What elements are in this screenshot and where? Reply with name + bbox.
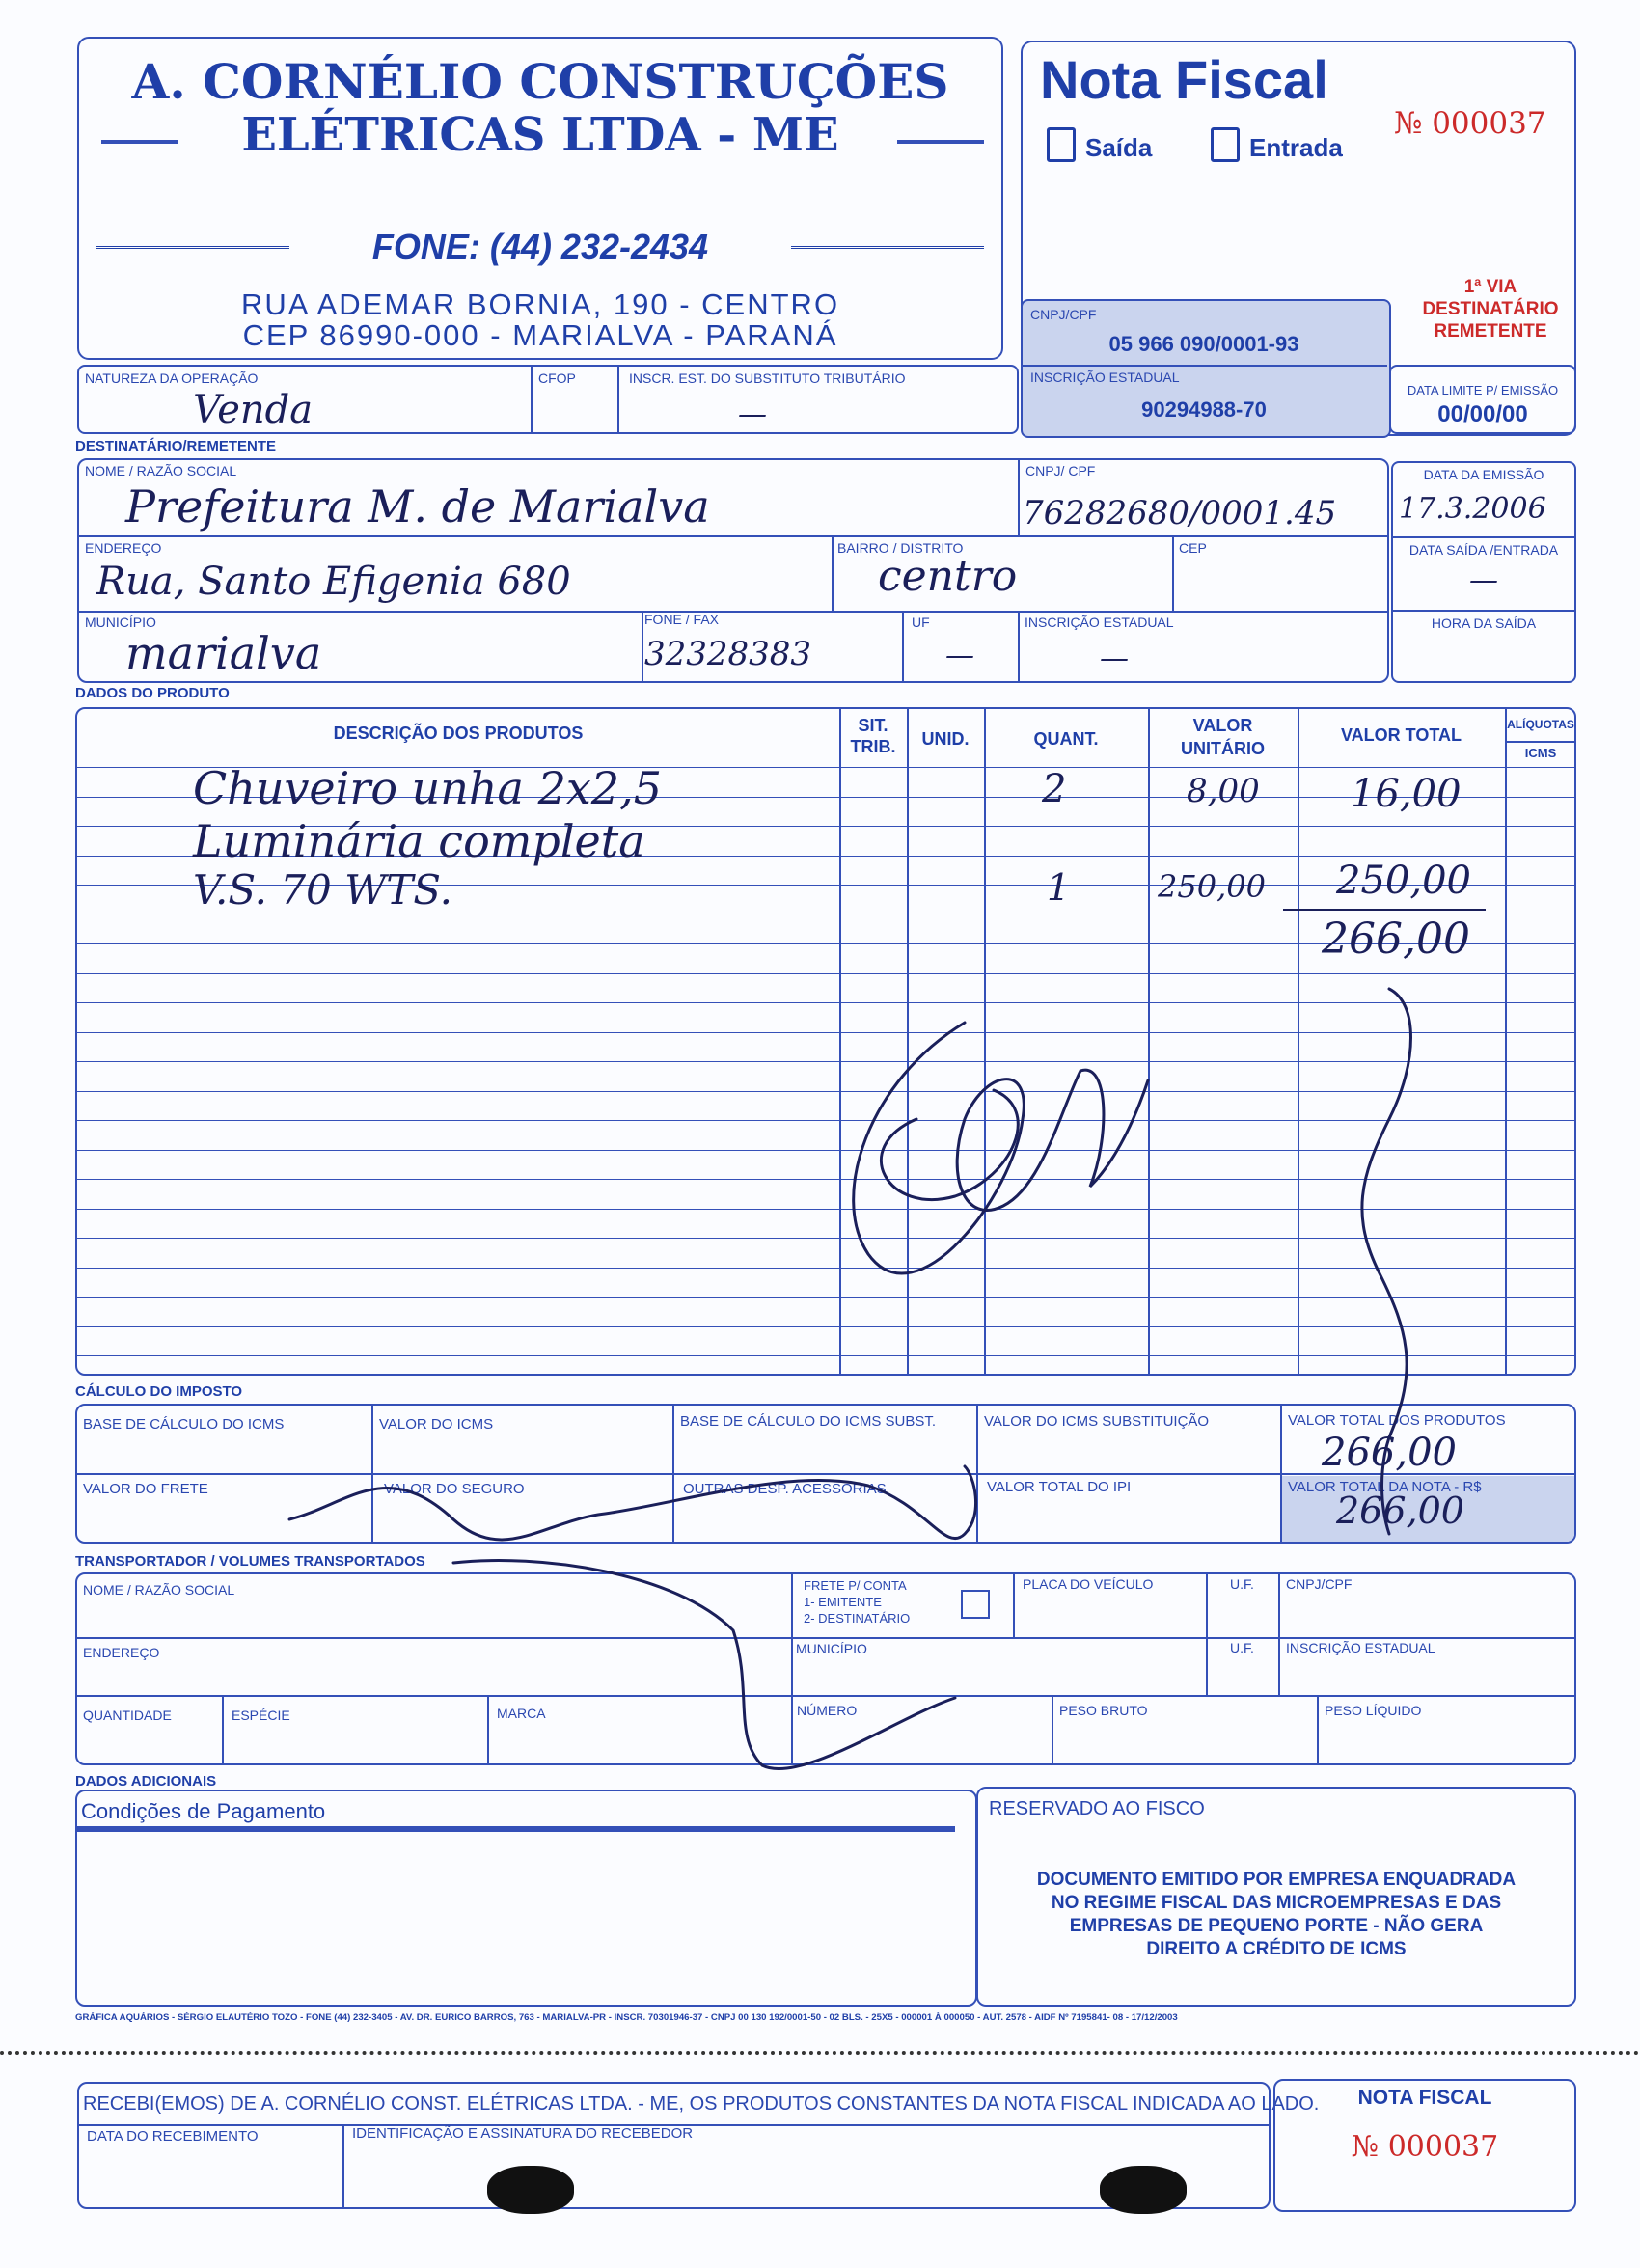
- product-row-1-unit: 8,00: [1187, 772, 1260, 810]
- products-sum: 266,00: [1322, 915, 1470, 964]
- natureza-label: NATUREZA DA OPERAÇÃO: [85, 370, 259, 386]
- signature-loop: [881, 1090, 1018, 1200]
- transport-uf2: U.F.: [1230, 1640, 1254, 1655]
- transport-nome: NOME / RAZÃO SOCIAL: [83, 1582, 235, 1598]
- tax-section-title: CÁLCULO DO IMPOSTO: [75, 1383, 243, 1400]
- transport-ie: INSCRIÇÃO ESTADUAL: [1286, 1640, 1435, 1655]
- recipient-uf-value: —: [945, 639, 974, 672]
- issuer-ie-label: INSCRIÇÃO ESTADUAL: [1030, 369, 1180, 385]
- issuer-cnpj-label: CNPJ/CPF: [1030, 307, 1097, 322]
- data-saida-value: —: [1469, 563, 1498, 597]
- fisco-notice-l2: NO REGIME FISCAL DAS MICROEMPRESAS E DAS: [1051, 1893, 1502, 1913]
- transport-municipio: MUNICÍPIO: [796, 1641, 867, 1656]
- tax-total-produtos-value: 266,00: [1322, 1431, 1457, 1475]
- data-limite-label: DATA LIMITE P/ EMISSÃO: [1407, 383, 1559, 397]
- signature-scribble: [854, 1023, 1148, 1273]
- company-address-line2: CEP 86990-000 - MARIALVA - PARANÁ: [242, 318, 838, 352]
- stub-identificacao: IDENTIFICAÇÃO E ASSINATURA DO RECEBEDOR: [352, 2125, 694, 2142]
- company-address-line1: RUA ADEMAR BORNIA, 190 - CENTRO: [240, 287, 840, 321]
- transport-section-title: TRANSPORTADOR / VOLUMES TRANSPORTADOS: [75, 1553, 425, 1570]
- tax-seguro: VALOR DO SEGURO: [384, 1481, 525, 1497]
- via-line1: 1ª VIA: [1463, 277, 1517, 297]
- company-phone: FONE: (44) 232-2434: [371, 227, 709, 266]
- stub-nf-number: № 000037: [1351, 2130, 1499, 2164]
- cancel-line-transport: [453, 1561, 955, 1769]
- tax-total-nota-label: VALOR TOTAL DA NOTA - R$: [1288, 1479, 1482, 1495]
- fisco-notice-l1: DOCUMENTO EMITIDO POR EMPRESA ENQUADRADA: [1036, 1870, 1517, 1890]
- transport-peso-liquido: PESO LÍQUIDO: [1325, 1703, 1422, 1718]
- transport-placa: PLACA DO VEÍCULO: [1023, 1576, 1154, 1592]
- recipient-municipio-value: marialva: [125, 627, 322, 679]
- tax-ipi: VALOR TOTAL DO IPI: [987, 1479, 1132, 1495]
- issuer-cnpj-value: 05 966 090/0001-93: [1108, 332, 1299, 356]
- product-row-3-total: 250,00: [1336, 859, 1471, 903]
- stub-nf-label: NOTA FISCAL: [1357, 2087, 1492, 2109]
- company-name-line1: A. CORNÉLIO CONSTRUÇÕES: [131, 53, 949, 110]
- product-row-3-quant: 1: [1047, 866, 1071, 909]
- product-row-1-quant: 2: [1042, 767, 1067, 811]
- nota-fiscal-title: Nota Fiscal: [1040, 49, 1328, 110]
- col-header-sit2: TRIB.: [850, 737, 896, 756]
- fisco-notice-l4: DIREITO A CRÉDITO DE ICMS: [1146, 1939, 1407, 1959]
- transport-peso-bruto: PESO BRUTO: [1059, 1703, 1148, 1718]
- transport-marca: MARCA: [497, 1706, 546, 1721]
- data-saida-label: DATA SAÍDA /ENTRADA: [1408, 542, 1559, 558]
- transport-quantidade: QUANTIDADE: [83, 1708, 172, 1723]
- cfop-label: CFOP: [538, 370, 576, 386]
- product-row-3-desc: V.S. 70 WTS.: [193, 866, 452, 914]
- recipient-endereco-value: Rua, Santo Efigenia 680: [96, 560, 571, 604]
- fisco-notice-l3: EMPRESAS DE PEQUENO PORTE - NÃO GERA: [1069, 1916, 1484, 1936]
- product-row-3-unit: 250,00: [1158, 868, 1266, 905]
- cancel-line-left: [289, 1466, 976, 1540]
- recipient-bairro-value: centro: [878, 552, 1018, 601]
- transport-cnpj: CNPJ/CPF: [1286, 1576, 1353, 1592]
- tax-outras: OUTRAS DESP. ACESSÓRIAS: [683, 1481, 887, 1497]
- condicoes-label: Condições de Pagamento: [81, 1799, 326, 1823]
- recipient-municipio-label: MUNICÍPIO: [85, 615, 156, 630]
- emissao-label: DATA DA EMISSÃO: [1423, 467, 1544, 482]
- cancel-line-right: [1362, 989, 1411, 1534]
- saida-label: Saída: [1085, 133, 1153, 162]
- transport-especie: ESPÉCIE: [232, 1708, 290, 1723]
- transport-uf1: U.F.: [1230, 1576, 1254, 1592]
- product-row-2-desc: Luminária completa: [193, 815, 645, 867]
- data-limite-value: 00/00/00: [1437, 401, 1528, 427]
- printer-line: GRÁFICA AQUÁRIOS - SÉRGIO ELAUTÉRIO TOZO - FONE (44) 232-3405 - AV. DR. EURICO BARROS, 763 - MARIALVA-PR - INSCR. 70301946-37 - CNPJ 00 130 192/0001-50 - 02 BLS. - 25X5 - 000001 À 000050 - AUT. 2578 - AIDF Nº 7195841- 08 - 17/12/2003: [75, 2012, 1178, 2023]
- recipient-section-title: DESTINATÁRIO/REMETENTE: [75, 438, 277, 454]
- recipient-fone-value: 32328383: [644, 635, 812, 673]
- col-header-quant: QUANT.: [1033, 729, 1099, 749]
- recipient-ie-value: —: [1100, 642, 1129, 675]
- recipient-cep-label: CEP: [1179, 540, 1207, 556]
- tax-base-icms: BASE DE CÁLCULO DO ICMS: [83, 1416, 285, 1433]
- issuer-ie-value: 90294988-70: [1141, 397, 1267, 422]
- transport-frete3: 2- DESTINATÁRIO: [804, 1611, 911, 1626]
- col-header-vu1: VALOR: [1192, 716, 1253, 735]
- col-header-unid: UNID.: [921, 729, 970, 749]
- natureza-value: Venda: [193, 388, 314, 432]
- recipient-endereco-label: ENDEREÇO: [85, 540, 162, 556]
- tax-base-subst: BASE DE CÁLCULO DO ICMS SUBST.: [680, 1413, 937, 1430]
- fisco-label: RESERVADO AO FISCO: [989, 1798, 1205, 1819]
- col-header-sit1: SIT.: [858, 716, 888, 735]
- transport-frete2: 1- EMITENTE: [804, 1595, 882, 1609]
- subst-label: INSCR. EST. DO SUBSTITUTO TRIBUTÁRIO: [629, 370, 906, 386]
- recipient-ie-label: INSCRIÇÃO ESTADUAL: [1025, 615, 1174, 630]
- recipient-name-value: Prefeitura M. de Marialva: [125, 480, 710, 533]
- recipient-cnpj-value: 76282680/0001.45: [1023, 494, 1337, 533]
- emissao-value: 17.3.2006: [1399, 492, 1546, 526]
- stub-data-recebimento: DATA DO RECEBIMENTO: [87, 2128, 259, 2145]
- subst-value: —: [738, 397, 767, 431]
- transport-endereco: ENDEREÇO: [83, 1645, 160, 1660]
- recipient-uf-label: UF: [912, 615, 930, 630]
- recipient-fone-label: FONE / FAX: [644, 612, 720, 627]
- recipient-cnpj-label: CNPJ/ CPF: [1025, 463, 1096, 478]
- company-name-line2: ELÉTRICAS LTDA - ME: [241, 108, 839, 162]
- transport-numero: NÚMERO: [797, 1703, 858, 1718]
- product-row-1-desc: Chuveiro unha 2x2,5: [193, 762, 662, 814]
- stub-received-text: RECEBI(EMOS) DE A. CORNÉLIO CONST. ELÉTRICAS LTDA. - ME, OS PRODUTOS CONSTANTES DA NOTA FISCAL INDICADA AO LADO.: [83, 2093, 1320, 2115]
- recipient-name-label: NOME / RAZÃO SOCIAL: [85, 463, 237, 478]
- additional-section-title: DADOS ADICIONAIS: [75, 1773, 217, 1790]
- tax-frete: VALOR DO FRETE: [83, 1481, 208, 1497]
- col-header-aliq1: ALÍQUOTAS: [1507, 718, 1574, 731]
- tax-valor-icms: VALOR DO ICMS: [379, 1416, 494, 1433]
- products-section-title: DADOS DO PRODUTO: [75, 685, 230, 701]
- col-header-vt: VALOR TOTAL: [1341, 725, 1462, 745]
- hora-saida-label: HORA DA SAÍDA: [1431, 615, 1537, 631]
- col-header-vu2: UNITÁRIO: [1181, 739, 1265, 758]
- via-line2: DESTINATÁRIO: [1422, 299, 1559, 319]
- entrada-label: Entrada: [1249, 133, 1343, 162]
- transport-frete1: FRETE P/ CONTA: [804, 1578, 907, 1593]
- col-header-aliq2: ICMS: [1524, 746, 1557, 760]
- tax-valor-subst: VALOR DO ICMS SUBSTITUIÇÃO: [984, 1413, 1210, 1430]
- product-row-1-total: 16,00: [1351, 772, 1462, 816]
- recipient-bairro-label: BAIRRO / DISTRITO: [837, 540, 964, 556]
- tax-total-nota-value: 266,00: [1336, 1489, 1464, 1532]
- document-number: № 000037: [1394, 106, 1546, 141]
- col-header-desc: DESCRIÇÃO DOS PRODUTOS: [333, 724, 584, 743]
- via-line3: REMETENTE: [1434, 321, 1547, 342]
- tax-total-produtos-label: VALOR TOTAL DOS PRODUTOS: [1288, 1412, 1506, 1429]
